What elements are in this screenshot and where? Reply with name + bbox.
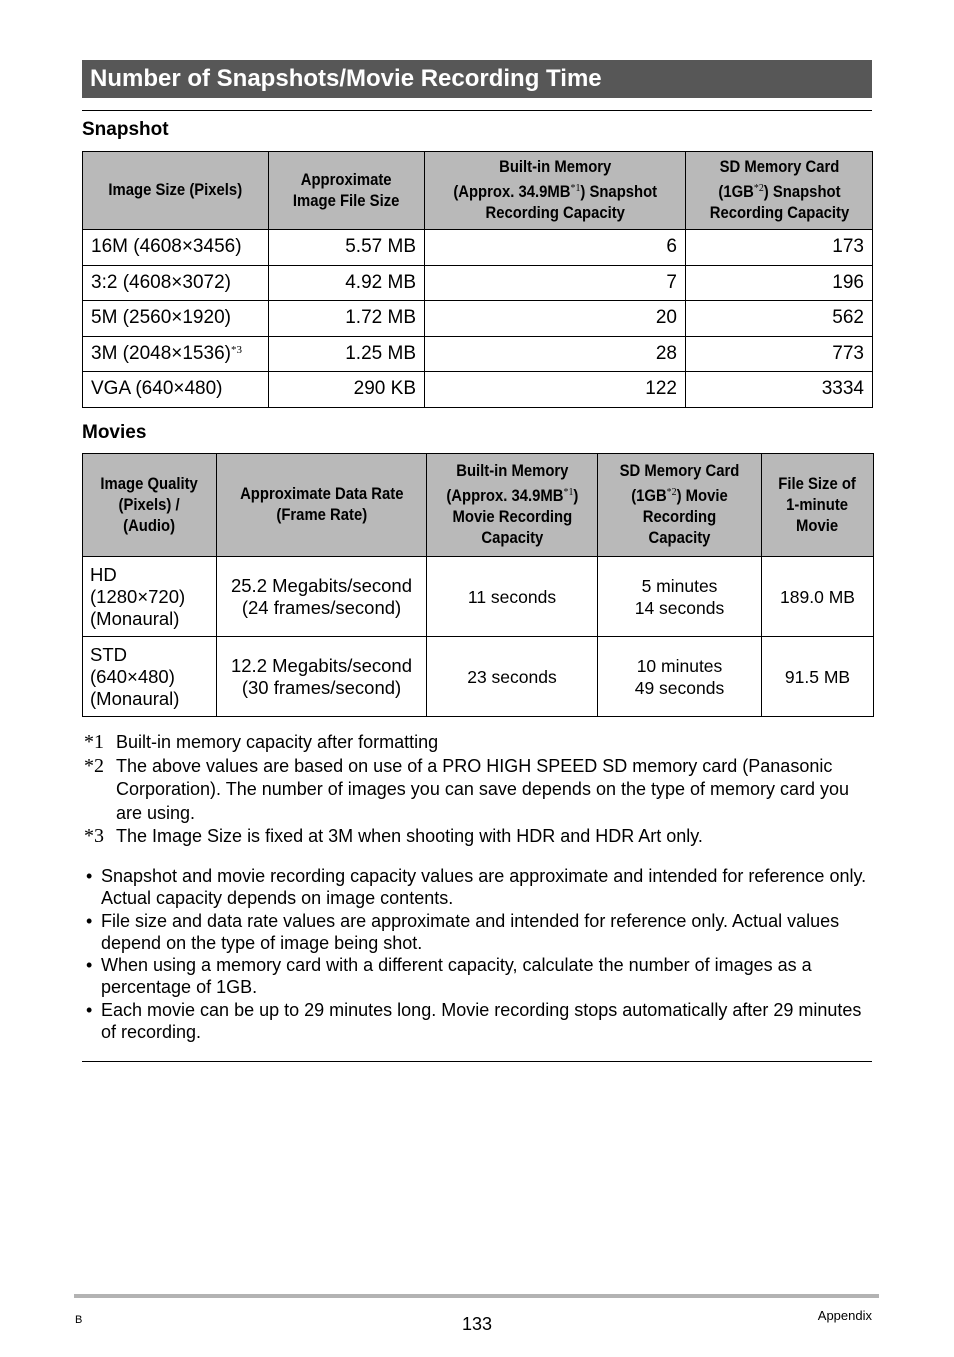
title-rule — [82, 110, 872, 111]
notes-list — [84, 865, 874, 1043]
image-size-cell: 5M (2560×1920) — [83, 301, 269, 337]
movies-heading: Movies — [82, 422, 147, 443]
file-size-cell: 1.25 MB — [269, 336, 425, 372]
data-rate-cell: 12.2 Megabits/second (30 frames/second) — [217, 637, 427, 717]
page-title: Number of Snapshots/Movie Recording Time — [82, 60, 872, 98]
list-item: • When using a memory card with a different capacity, calculate the number of images as a percentage of 1GB. — [86, 955, 812, 998]
movies-header-quality: Image Quality (Pixels) / (Audio) — [83, 454, 217, 557]
sd-capacity-cell: 10 minutes 49 seconds — [598, 637, 762, 717]
list-item: • Snapshot and movie recording capacity values are approximate and intended for reference only. Actual capacity depends on image contents. — [86, 866, 867, 909]
data-rate-cell: 25.2 Megabits/second (24 frames/second) — [217, 557, 427, 637]
movies-header-builtin: Built-in Memory (Approx. 34.9MB$^{*1}$) Movie Recording Capacity — [427, 454, 598, 557]
builtin-capacity-cell: 20 — [425, 301, 686, 337]
sd-capacity-cell: 562 — [686, 301, 873, 337]
builtin-capacity-cell: 7 — [425, 265, 686, 301]
footnote: *2 The above values are based on use of a PRO HIGH SPEED SD memory card (Panasonic Corporation). The number of images you can save depends on the type of memory card you are using. — [84, 754, 850, 823]
snapshot-header-sd: SD Memory Card (1GB$^{*2}$) Snapshot Recording Capacity — [686, 152, 873, 230]
list-item: • Each movie can be up to 29 minutes long. Movie recording stops automatically after 29 minutes of recording. — [86, 999, 862, 1043]
table-row — [83, 557, 874, 637]
footer-rule — [74, 1294, 879, 1298]
list-item: • File size and data rate values are approximate and intended for reference only. Actual values depend on the type of image being shot. — [86, 910, 840, 953]
file-size-cell: 1.72 MB — [269, 301, 425, 337]
image-size-cell: 3:2 (4608×3072) — [83, 265, 269, 301]
image-size-cell: 16M (4608×3456) — [83, 230, 269, 266]
table-row — [83, 230, 873, 266]
snapshot-header-size: Image Size (Pixels) — [83, 152, 269, 230]
builtin-capacity-cell: 11 seconds — [427, 557, 598, 637]
movies-header-sd: SD Memory Card (1GB$^{*2}$) Movie Recording Capacity — [598, 454, 762, 557]
builtin-capacity-cell: 6 — [425, 230, 686, 266]
file-size-cell: 5.57 MB — [269, 230, 425, 266]
quality-cell: STD (640×480) (Monaural) — [83, 637, 217, 717]
snapshot-heading: Snapshot — [82, 119, 169, 140]
quality-cell: HD (1280×720) (Monaural) — [83, 557, 217, 637]
movies-table — [82, 453, 874, 717]
file-size-cell: 290 KB — [269, 372, 425, 408]
builtin-capacity-cell: 28 — [425, 336, 686, 372]
file-size-cell: 91.5 MB — [762, 637, 874, 717]
table-row — [83, 265, 873, 301]
footnote-ref: *3 — [230, 343, 242, 356]
table-row — [83, 637, 874, 717]
footnote: *3 The Image Size is fixed at 3M when shooting with HDR and HDR Art only. — [84, 825, 703, 847]
sd-capacity-cell: 196 — [686, 265, 873, 301]
snapshot-header-builtin: Built-in Memory (Approx. 34.9MB$^{*1}$) Snapshot Recording Capacity — [425, 152, 686, 230]
footer-section: Appendix — [817, 1308, 872, 1323]
sd-capacity-cell: 173 — [686, 230, 873, 266]
image-size-cell: VGA (640×480) — [83, 372, 269, 408]
file-size-cell: 4.92 MB — [269, 265, 425, 301]
movies-header-file: File Size of 1-minute Movie — [762, 454, 874, 557]
table-row — [83, 301, 873, 337]
footer-language-code: B — [75, 1314, 83, 1326]
image-size-cell: 3M (2048×1536)$^{*3}$ — [83, 336, 269, 372]
table-row — [83, 336, 873, 372]
builtin-capacity-cell: 122 — [425, 372, 686, 408]
footnote: *1 Built-in memory capacity after formatting — [84, 731, 439, 753]
movies-header-rate: Approximate Data Rate (Frame Rate) — [217, 454, 427, 557]
sd-capacity-cell: 3334 — [686, 372, 873, 408]
section-end-rule — [82, 1061, 872, 1062]
builtin-capacity-cell: 23 seconds — [427, 637, 598, 717]
snapshot-header-file: Approximate Image File Size — [269, 152, 425, 230]
sd-capacity-cell: 5 minutes 14 seconds — [598, 557, 762, 637]
file-size-cell: 189.0 MB — [762, 557, 874, 637]
snapshot-table — [82, 151, 873, 408]
table-row — [83, 372, 873, 408]
footnotes — [84, 731, 874, 849]
page-number: 133 — [461, 1314, 493, 1334]
sd-capacity-cell: 773 — [686, 336, 873, 372]
